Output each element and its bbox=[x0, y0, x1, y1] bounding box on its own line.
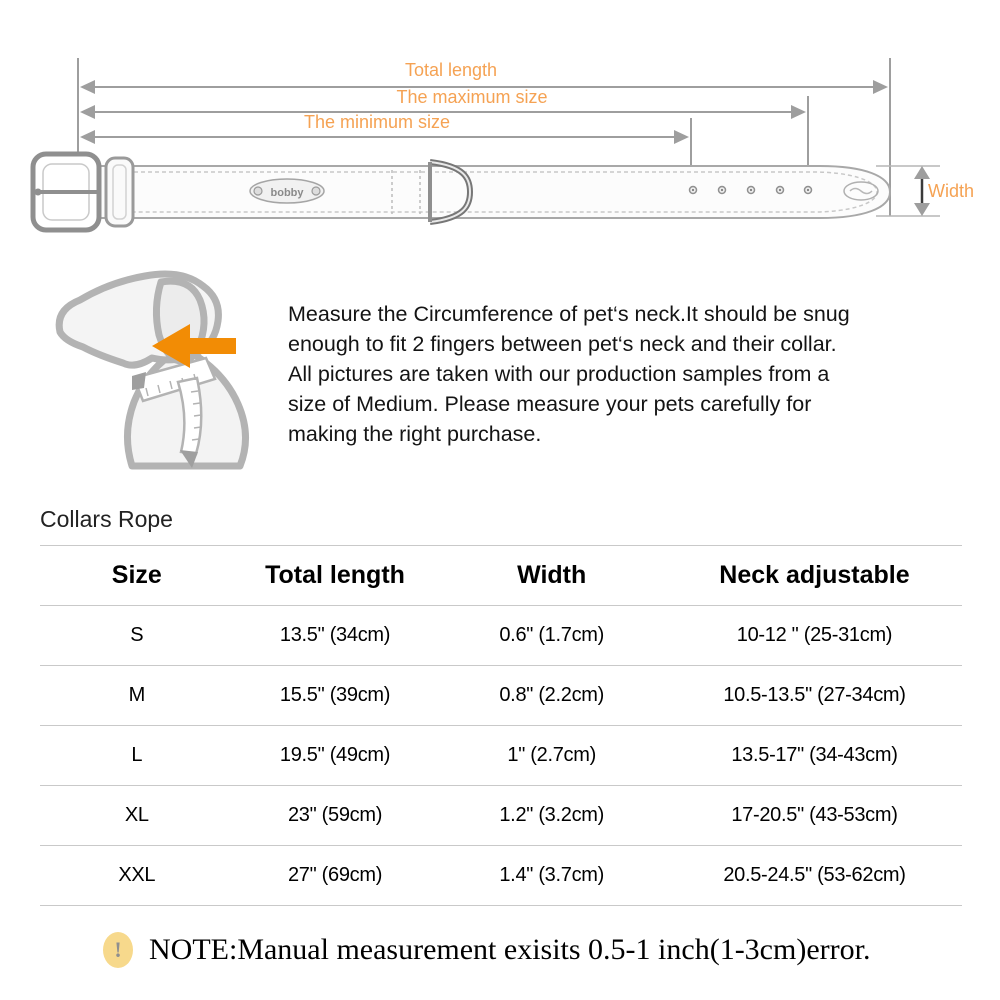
collar-brand-tag bbox=[250, 179, 324, 203]
table-header-row bbox=[40, 546, 962, 606]
cell-total-length: 13.5" (34cm) bbox=[279, 624, 391, 646]
col-header-neck-adjustable: Neck adjustable bbox=[719, 561, 910, 589]
cell-width: 1" (2.7cm) bbox=[507, 744, 596, 766]
maximum-size-label: The maximum size bbox=[396, 87, 548, 107]
cell-total-length: 23" (59cm) bbox=[287, 804, 383, 826]
cell-neck: 10-12 " (25-31cm) bbox=[736, 624, 893, 646]
table-row-s bbox=[40, 606, 962, 666]
instruction-line: making the right purchase. bbox=[288, 422, 542, 446]
cell-size: XL bbox=[124, 804, 149, 826]
instruction-line: size of Medium. Please measure your pets carefully for bbox=[288, 392, 812, 416]
collar-illustration bbox=[33, 154, 890, 230]
instruction-line: enough to fit 2 fingers between pet‘s neck and their collar. bbox=[288, 332, 837, 356]
cell-neck: 10.5-13.5" (27-34cm) bbox=[723, 684, 906, 706]
collar-buckle bbox=[33, 154, 99, 230]
cell-total-length: 19.5" (49cm) bbox=[279, 744, 391, 766]
instruction-line: Measure the Circumference of pet‘s neck.It should be snug bbox=[288, 302, 850, 326]
dog-measure-illustration bbox=[40, 252, 300, 480]
cell-total-length: 27" (69cm) bbox=[287, 864, 383, 886]
col-header-total-length: Total length bbox=[265, 561, 405, 589]
collar-keeper-loop bbox=[106, 158, 133, 226]
size-chart-table bbox=[40, 545, 962, 906]
table-row-l bbox=[40, 726, 962, 786]
cell-size: L bbox=[131, 744, 143, 766]
cell-size: XXL bbox=[118, 864, 156, 886]
collar-tag-text: bobby bbox=[270, 187, 304, 199]
collar-diagram bbox=[0, 0, 1000, 250]
exclamation-icon: ! bbox=[103, 932, 133, 968]
table-row-xl bbox=[40, 786, 962, 846]
cell-neck: 17-20.5" (43-53cm) bbox=[731, 804, 898, 826]
cell-neck: 13.5-17" (34-43cm) bbox=[731, 744, 898, 766]
note-text: NOTE:Manual measurement exisits 0.5-1 inch(1-3cm)error. bbox=[149, 933, 871, 966]
instruction-line: All pictures are taken with our production samples from a bbox=[288, 362, 830, 386]
cell-width: 1.2" (3.2cm) bbox=[499, 804, 605, 826]
cell-total-length: 15.5" (39cm) bbox=[279, 684, 391, 706]
col-header-size: Size bbox=[111, 561, 162, 589]
table-row-m bbox=[40, 666, 962, 726]
size-chart-title: Collars Rope bbox=[40, 506, 173, 532]
measuring-instructions bbox=[288, 299, 958, 449]
table-row-xxl bbox=[40, 846, 962, 906]
width-label: Width bbox=[928, 181, 975, 201]
cell-width: 0.6" (1.7cm) bbox=[499, 624, 605, 646]
cell-neck: 20.5-24.5" (53-62cm) bbox=[723, 864, 906, 886]
cell-size: S bbox=[130, 624, 144, 646]
minimum-size-label: The minimum size bbox=[303, 112, 451, 132]
col-header-width: Width bbox=[517, 561, 587, 589]
minimum-size-arrow bbox=[80, 130, 689, 144]
note bbox=[103, 930, 963, 976]
total-length-label: Total length bbox=[404, 60, 498, 80]
cell-width: 1.4" (3.7cm) bbox=[499, 864, 605, 886]
cell-width: 0.8" (2.2cm) bbox=[499, 684, 605, 706]
cell-size: M bbox=[128, 684, 145, 706]
